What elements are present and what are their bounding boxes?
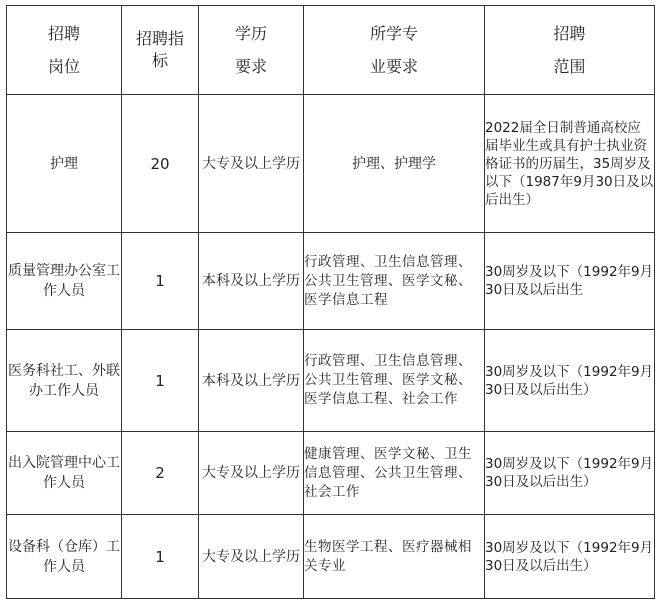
cell-scope: 30周岁及以下（1992年9月30日及以后出生	[485, 233, 655, 330]
header-count-line2: 标	[151, 51, 168, 70]
cell-position: 医务科社工、外联办工作人员	[7, 330, 122, 432]
cell-education: 本科及以上学历	[199, 330, 304, 432]
header-scope-line1: 招聘	[553, 24, 586, 43]
cell-major: 行政管理、卫生信息管理、公共卫生管理、医学文秘、医学信息工程	[304, 233, 485, 330]
header-scope	[485, 6, 655, 95]
header-scope-line2: 范围	[553, 57, 586, 76]
header-education	[199, 6, 304, 95]
cell-scope: 30周岁及以下（1992年9月30日及以后出生）	[485, 515, 655, 599]
cell-count: 2	[122, 432, 199, 515]
header-major-line1: 所学专	[369, 24, 418, 43]
cell-major: 护理、护理学	[304, 95, 485, 233]
cell-education: 本科及以上学历	[199, 233, 304, 330]
header-count	[122, 6, 199, 95]
cell-position: 设备科（仓库）工作人员	[7, 515, 122, 599]
header-education-line2: 要求	[234, 57, 267, 76]
header-education-line1: 学历	[234, 24, 267, 43]
recruitment-table	[6, 5, 655, 599]
cell-position: 质量管理办公室工作人员	[7, 233, 122, 330]
cell-major: 健康管理、医学文秘、卫生信息管理、公共卫生管理、社会工作	[304, 432, 485, 515]
cell-education: 大专及以上学历	[199, 432, 304, 515]
cell-scope: 30周岁及以下（1992年9月30日及以后出生）	[485, 432, 655, 515]
header-position-line2: 岗位	[47, 57, 80, 76]
cell-count: 1	[122, 233, 199, 330]
cell-education: 大专及以上学历	[199, 515, 304, 599]
header-major-line2: 业要求	[369, 57, 418, 76]
cell-education: 大专及以上学历	[199, 95, 304, 233]
table-row	[7, 330, 655, 432]
cell-scope: 2022届全日制普通高校应届毕业生或具有护士执业资格证书的历届生，35周岁及以下（1987年9月30日及以后出生）	[485, 95, 655, 233]
cell-major: 生物医学工程、医疗器械相关专业	[304, 515, 485, 599]
cell-position: 护理	[7, 95, 122, 233]
cell-count: 20	[122, 95, 199, 233]
table-row	[7, 233, 655, 330]
table-row	[7, 515, 655, 599]
table-row	[7, 432, 655, 515]
cell-major: 行政管理、卫生信息管理、公共卫生管理、医学文秘、医学信息工程、社会工作	[304, 330, 485, 432]
cell-count: 1	[122, 515, 199, 599]
header-position	[7, 6, 122, 95]
header-row	[7, 6, 655, 95]
cell-count: 1	[122, 330, 199, 432]
table-row	[7, 95, 655, 233]
cell-position: 出入院管理中心工作人员	[7, 432, 122, 515]
header-major	[304, 6, 485, 95]
cell-scope: 30周岁及以下（1992年9月30日及以后出生）	[485, 330, 655, 432]
header-position-line1: 招聘	[47, 24, 80, 43]
header-count-line1: 招聘指	[135, 29, 184, 48]
